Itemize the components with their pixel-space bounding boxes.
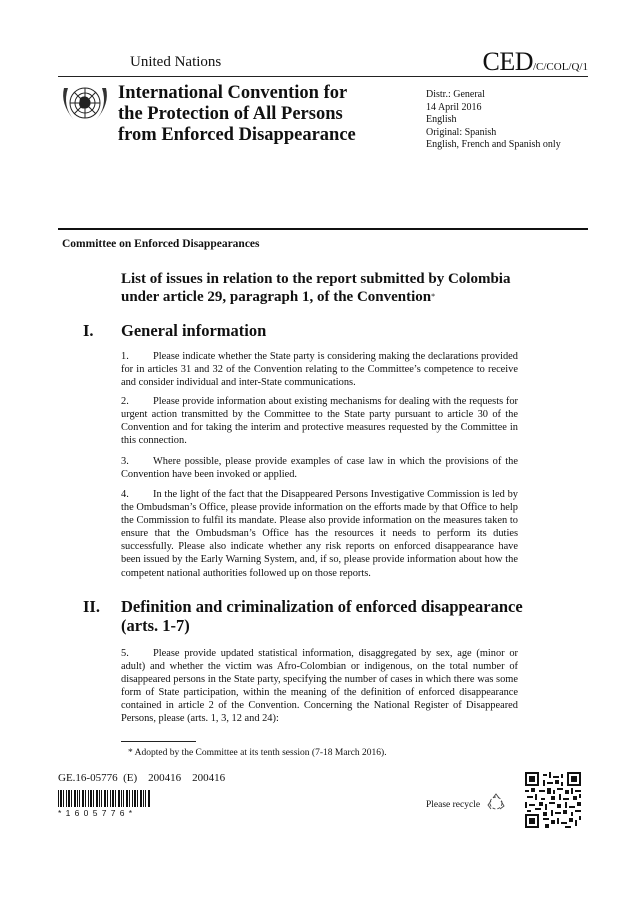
section-heading-2 bbox=[83, 597, 563, 637]
paragraph-text: Please indicate whether the State party is considering making the declarations provided for in articles 31 and 32 of the Convention relating to the Committee’s competence to receive and consider individual and inter-State communications. bbox=[121, 351, 518, 389]
distribution-line: Distr.: General bbox=[426, 89, 485, 100]
paragraph-number: 4. bbox=[121, 489, 129, 500]
document-symbol bbox=[482, 47, 588, 77]
paragraph-text: Please provide updated statistical information, disaggregated by sex, age (minor or adult) and whether the victim was Afro-Colombian or indigenous, on the total number of disappeared persons in the State party, specifying the number of cases in which there was some form of State participation, within the meaning of the definition of enforced disappearance contained in article 2 of the Convention. Concerning the National Register of Disappeared Persons, please (arts. 1, 3, 12 and 24): bbox=[121, 648, 518, 725]
symbol-suffix: /C/COL/Q/1 bbox=[532, 61, 588, 73]
barcode-icon bbox=[58, 790, 150, 807]
paragraph-4 bbox=[121, 488, 518, 580]
paragraph-number: 2. bbox=[121, 396, 129, 407]
footnote-marker: * bbox=[431, 292, 436, 301]
footnote-rule bbox=[121, 741, 196, 742]
committee-rule bbox=[58, 228, 588, 230]
org-name: United Nations bbox=[130, 54, 222, 70]
language: English bbox=[426, 114, 457, 126]
section-title-line: (arts. 1-7) bbox=[121, 616, 190, 635]
paragraph-text: Where possible, please provide examples of case law in which the provisions of the Convention have been invoked or applied. bbox=[121, 456, 518, 481]
convention-title-line: from Enforced Disappearance bbox=[118, 125, 356, 145]
paragraph-3 bbox=[121, 455, 518, 481]
un-emblem-icon bbox=[58, 80, 112, 128]
date: 14 April 2016 bbox=[426, 101, 482, 113]
convention-title-line: the Protection of All Persons bbox=[118, 104, 343, 124]
section-number: I. bbox=[83, 321, 94, 340]
recycle-label: Please recycle bbox=[426, 800, 481, 810]
header-rule bbox=[58, 76, 588, 77]
title-line: List of issues in relation to the report submitted by Colombia bbox=[121, 271, 511, 287]
symbol-main: CED bbox=[482, 47, 533, 76]
paragraph-5 bbox=[121, 647, 518, 726]
section-title-line: Definition and criminalization of enforced disappearance bbox=[121, 597, 523, 616]
recycle-icon bbox=[486, 793, 506, 813]
section-number: II. bbox=[83, 597, 100, 616]
paragraph-text: Please provide information about existing mechanisms for dealing with the requests for urgent action transmitted by the Committee to the State party pursuant to article 30 of the Convention and for taking the interim and protective measures requested by the Committee in this connection. bbox=[121, 396, 518, 447]
paragraph-number: 5. bbox=[121, 648, 129, 659]
paragraph-number: 3. bbox=[121, 456, 129, 467]
convention-title-line: International Convention for bbox=[118, 83, 348, 103]
paragraph-2 bbox=[121, 395, 518, 447]
convention-title bbox=[118, 83, 398, 146]
section-heading-1 bbox=[83, 321, 563, 341]
paragraph-number: 1. bbox=[121, 351, 129, 362]
original-language: Original: Spanish bbox=[426, 126, 497, 138]
footnote: * Adopted by the Committee at its tenth session (7-18 March 2016). bbox=[128, 748, 387, 758]
document-title bbox=[121, 270, 561, 306]
section-title bbox=[121, 597, 541, 635]
distribution-info bbox=[426, 89, 561, 152]
job-number: GE.16-05776 (E) 200416 200416 bbox=[58, 772, 226, 784]
qr-code-icon bbox=[525, 772, 581, 828]
committee-name: Committee on Enforced Disappearances bbox=[62, 238, 260, 250]
paragraph-text: In the light of the fact that the Disappeared Persons Investigative Commission is led by the Ombudsman’s Office, please provide information on the efforts made by that Office to help the Commission to fulfil its mandate. Please also provide information on the measures taken to ensure that the Ombudsman’s Office has the resources it needs to perform its duties successfully. Please also indicate whether any risk reports on enforced disappearance have been issued by the Early Warning System, and, if so, please provide information about how the competent national authorities followed up on those reports. bbox=[121, 489, 518, 579]
barcode-number: *1605776* bbox=[58, 808, 137, 818]
section-title: General information bbox=[121, 321, 267, 340]
title-line: under article 29, paragraph 1, of the Convention bbox=[121, 289, 432, 305]
languages-available: English, French and Spanish only bbox=[426, 139, 561, 151]
paragraph-1 bbox=[121, 350, 518, 389]
